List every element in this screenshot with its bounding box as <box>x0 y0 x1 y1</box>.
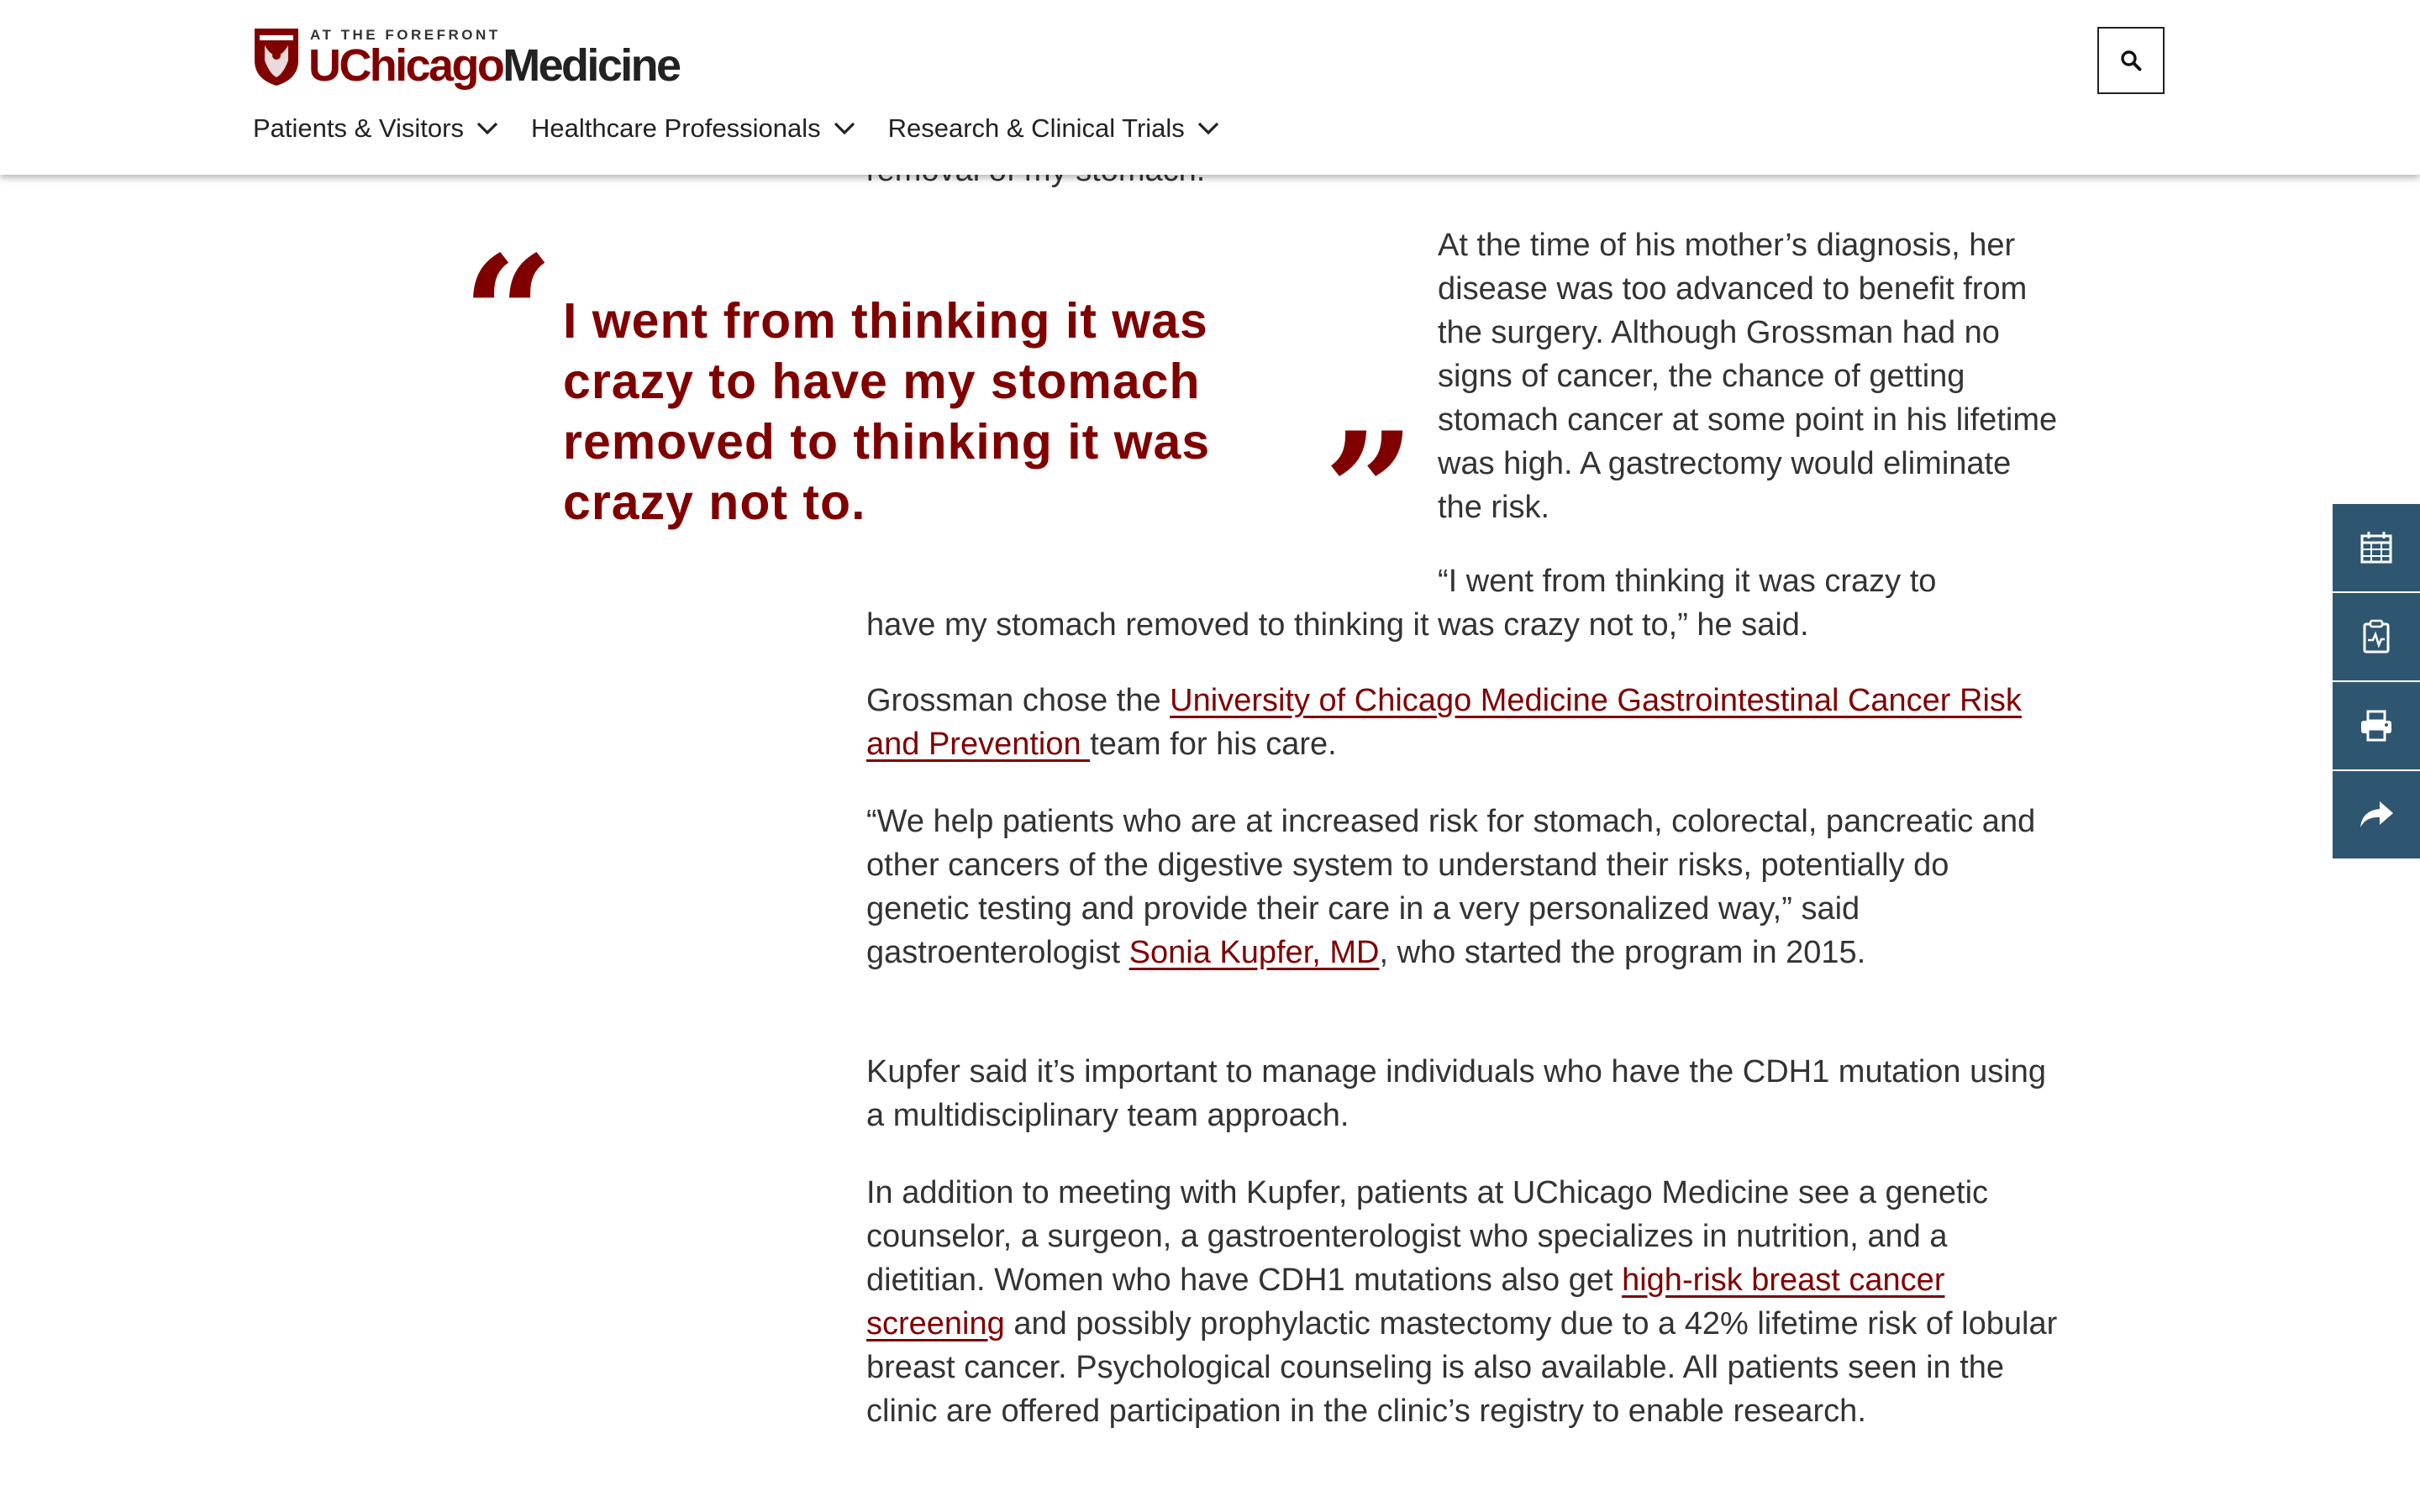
care-paragraph-after: team for his care. <box>1090 727 1337 762</box>
logo-wordmark-uchicago: UChicago <box>308 40 503 91</box>
quote-paragraph-rest: have my stomach removed to thinking it was crazy not to,” he said. <box>866 607 1809 643</box>
team-approach-paragraph: Kupfer said it’s important to manage individuals who have the CDH1 mutation using a multidisciplinary team approach. <box>866 1054 2046 1133</box>
services-paragraph <box>866 1171 2060 1433</box>
gi-cancer-risk-program-link[interactable]: University of Chicago Medicine Gastrointestinal Cancer Risk and Prevention <box>866 683 2022 762</box>
print-icon <box>2359 708 2394 743</box>
sonia-kupfer-link[interactable]: Sonia Kupfer, MD <box>1128 935 1380 970</box>
uchicago-medicine-logo[interactable] <box>253 24 723 91</box>
nav-label: Research & Clinical Trials <box>887 113 1185 143</box>
site-header <box>0 0 2420 175</box>
close-quote-mark: ” <box>1323 397 1416 585</box>
clipboard-health-icon <box>2359 619 2394 654</box>
quote-paragraph-first-line: “I went from thinking it was crazy to <box>1438 564 1937 599</box>
main-navigation <box>253 109 1252 148</box>
action-rail <box>2333 504 2420 860</box>
nav-label: Healthcare Professionals <box>530 113 821 143</box>
chevron-down-icon <box>1197 121 1220 136</box>
health-record-button[interactable] <box>2333 593 2420 680</box>
nav-patients-visitors[interactable] <box>253 109 499 148</box>
breast-cancer-screening-link[interactable]: high-risk breast cancer screening <box>866 1263 1945 1341</box>
logo-wordmark-medicine: Medicine <box>502 40 680 91</box>
care-paragraph <box>866 679 2060 766</box>
diagnosis-paragraph: At the time of his mother’s diagnosis, her disease was too advanced to benefit from the surgery. Although Grossman had no signs of cancer, the chance of getting stomach cancer at some point in his lifetime was high. A gastrectomy would eliminate the risk. <box>1438 228 2058 525</box>
kupfer-quote-before: “We help patients who are at increased risk for stomach, colorectal, pancreatic and other cancers of the digestive system to understand their risks, potentially do genetic testing and provide their care in a very personalized way,” said gastroenterologist <box>866 804 2036 970</box>
search-button[interactable] <box>2097 27 2165 94</box>
open-quote-mark: “ <box>462 221 555 408</box>
services-after: and possibly prophylactic mastectomy due to a 42% lifetime risk of lobular breast cancer. Psychological counseling is also available. All patients seen in the clinic are offered participation in the clinic’s registry to enable research. <box>866 1306 2058 1429</box>
pull-quote-text: I went from thinking it was crazy to have my stomach removed to thinking it was crazy not to. <box>563 293 1211 530</box>
calendar-icon <box>2359 530 2394 565</box>
appointment-button[interactable] <box>2333 504 2420 591</box>
share-icon <box>2358 798 2395 832</box>
nav-label: Patients & Visitors <box>253 113 464 143</box>
chevron-down-icon <box>476 121 499 136</box>
print-button[interactable] <box>2333 682 2420 769</box>
share-button[interactable] <box>2333 771 2420 858</box>
search-icon <box>2120 50 2142 71</box>
nav-healthcare-professionals[interactable] <box>531 109 856 148</box>
pull-quote <box>462 221 1420 585</box>
shield-icon <box>253 27 300 87</box>
quote-paragraph <box>866 559 2060 647</box>
chevron-down-icon <box>833 121 856 136</box>
kupfer-quote-paragraph <box>866 800 2060 974</box>
care-paragraph-before: Grossman chose the <box>866 683 1171 718</box>
nav-research-clinical-trials[interactable] <box>888 109 1220 148</box>
kupfer-quote-after: , who started the program in 2015. <box>1379 935 1866 970</box>
logo-tagline: AT THE FOREFRONT <box>310 27 501 43</box>
logo-wordmark <box>308 39 679 92</box>
services-before: In addition to meeting with Kupfer, patients at UChicago Medicine see a genetic counselor, a surgeon, a gastroenterologist who specializes in nutrition, and a dietitian. Women who have CDH1 mutations also get <box>866 1175 1989 1298</box>
